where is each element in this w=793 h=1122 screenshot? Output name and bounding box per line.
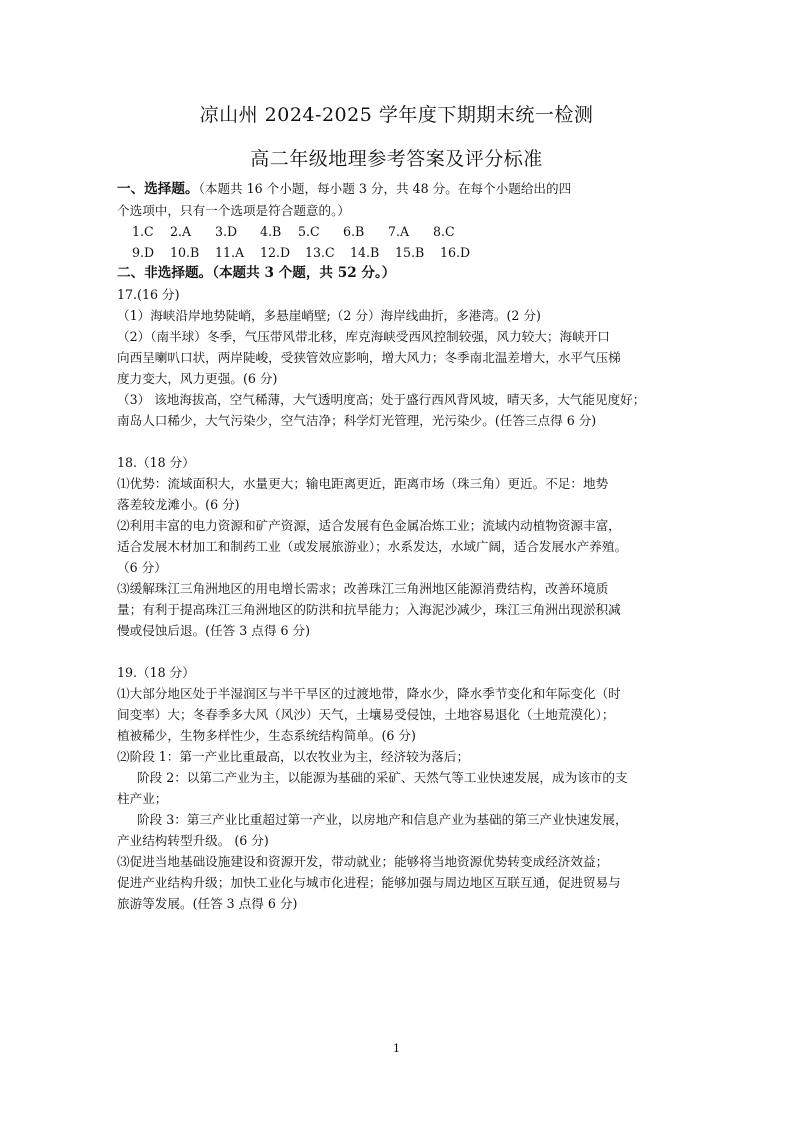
question-17-header: 17.(16 分): [117, 287, 180, 302]
question-19-line: 旅游等发展。(任答 3 点得 6 分): [117, 896, 298, 911]
question-18-line: ⑶缓解珠江三角洲地区的用电增长需求；改善珠江三角洲地区能源消费结构，改善环境质: [117, 581, 609, 596]
page-number: 1: [393, 1042, 400, 1055]
question-17-line: （2）（南半球）冬季，气压带风带北移，库克海峡受西风控制较强，风力较大；海峡开口: [117, 329, 610, 344]
choice-answer: 3.D: [215, 224, 238, 239]
choice-answer: 13.C: [305, 245, 335, 260]
choice-answer: 9.D: [132, 245, 155, 260]
question-19-line: 植被稀少，生物多样性少，生态系统结构简单。(6 分): [117, 728, 416, 743]
question-17-line: （1）海峡沿岸地势陡峭，多悬崖峭壁;（2 分）海岸线曲折，多港湾。(2 分): [117, 308, 541, 323]
section2-heading: 二、非选择题。（本题共 3 个题，共 52 分。）: [117, 265, 396, 281]
question-17-line: （3） 该地海拔高，空气稀薄，大气透明度高；处于盛行西风背风坡，晴天多，大气能见度好；: [117, 392, 646, 407]
section1-intro: [117, 178, 687, 200]
spacer: [117, 641, 687, 662]
question-18: [117, 452, 687, 641]
document-subtitle: 高二年级地理参考答案及评分标准: [250, 148, 543, 170]
answer-content: [117, 178, 687, 914]
question-19-line: 柱产业；: [117, 791, 168, 806]
choice-answer: 10.B: [170, 245, 200, 260]
section1-heading: 一、选择题。: [117, 181, 199, 197]
choice-answer: 4.B: [260, 224, 282, 239]
question-19-line: 促进产业结构升级；加快工业化与城市化进程；能够加强与周边地区互联互通，促进贸易与: [117, 875, 621, 890]
question-19-line: ⑴大部分地区处于半湿润区与半干旱区的过渡地带，降水少，降水季节变化和年际变化（时: [117, 686, 621, 701]
question-18-line: （6 分）: [117, 560, 167, 575]
choice-answer: 14.B: [350, 245, 380, 260]
choice-answer: 6.B: [343, 224, 365, 239]
choice-answer: 8.C: [433, 224, 455, 239]
question-17-line: 向西呈喇叭口状，两岸陡峻，受狭管效应影响，增大风力；冬季南北温差增大，水平气压梯: [117, 350, 621, 365]
document-title: 凉山州 2024-2025 学年度下期期末统一检测: [199, 104, 594, 126]
question-18-line: 落差较龙滩小。(6 分): [117, 497, 240, 512]
section1-desc-line1: （本题共 16 个小题，每小题 3 分，共 48 分。在每个小题给出的四: [198, 181, 572, 196]
question-19-line: 间变率）大；冬春季多大风（风沙）天气，土壤易受侵蚀，土地容易退化（土地荒漠化）；: [117, 707, 615, 722]
question-18-line: ⑵利用丰富的电力资源和矿产资源，适合发展有色金属冶炼工业；流域内动植物资源丰富，: [117, 518, 621, 533]
choice-answer: 15.B: [395, 245, 425, 260]
choice-answer: 12.D: [260, 245, 291, 260]
question-17-line: 度力变大，风力更强。(6 分): [117, 371, 278, 386]
question-17-line: 南岛人口稀少，大气污染少，空气洁净；科学灯光管理，光污染少。(任答三点得 6 分): [117, 413, 597, 428]
question-18-line: ⑴优势：流域面积大，水量更大；输电距离更近，距离市场（珠三角）更近。不足：地势: [117, 476, 609, 491]
question-19: [117, 662, 687, 914]
question-19-line: ⑵阶段 1：第一产业比重最高，以农牧业为主，经济较为落后；: [117, 749, 470, 764]
choice-answer: 1.C: [132, 224, 154, 239]
question-18-header: 18.（18 分）: [117, 455, 195, 470]
choice-answers-row-1: [117, 221, 687, 242]
question-18-line: 适合发展木材加工和制药工业（或发展旅游业）；水系发达，水域广阔，适合发展水产养殖。: [117, 539, 628, 554]
question-17: [117, 284, 687, 431]
question-19-line: 阶段 2：以第二产业为主，以能源为基础的采矿、天然气等工业快速发展，成为该市的支: [137, 770, 628, 785]
question-19-line: 阶段 3：第三产业比重超过第一产业，以房地产和信息产业为基础的第三产业快速发展，: [137, 812, 628, 827]
choice-answer: 7.A: [388, 224, 410, 239]
question-19-header: 19.（18 分）: [117, 665, 195, 680]
section1-desc-line2: 个选项中，只有一个选项是符合题意的。）: [117, 203, 350, 218]
question-18-line: 量；有利于提高珠江三角洲地区的防洪和抗旱能力；入海泥沙减少，珠江三角洲出现淤积减: [117, 602, 621, 617]
choice-answer: 5.C: [298, 224, 320, 239]
spacer: [117, 431, 687, 452]
choice-answer: 2.A: [170, 224, 192, 239]
choice-answer: 11.A: [215, 245, 245, 260]
question-18-line: 慢或侵蚀后退。(任答 3 点得 6 分): [117, 623, 310, 638]
choice-answer: 16.D: [440, 245, 471, 260]
choice-answers-row-2: [117, 242, 687, 263]
question-19-line: ⑶促进当地基础设施建设和资源开发，带动就业；能够将当地资源优势转变成经济效益；: [117, 854, 609, 869]
question-19-line: 产业结构转型升级。 (6 分): [117, 833, 269, 848]
